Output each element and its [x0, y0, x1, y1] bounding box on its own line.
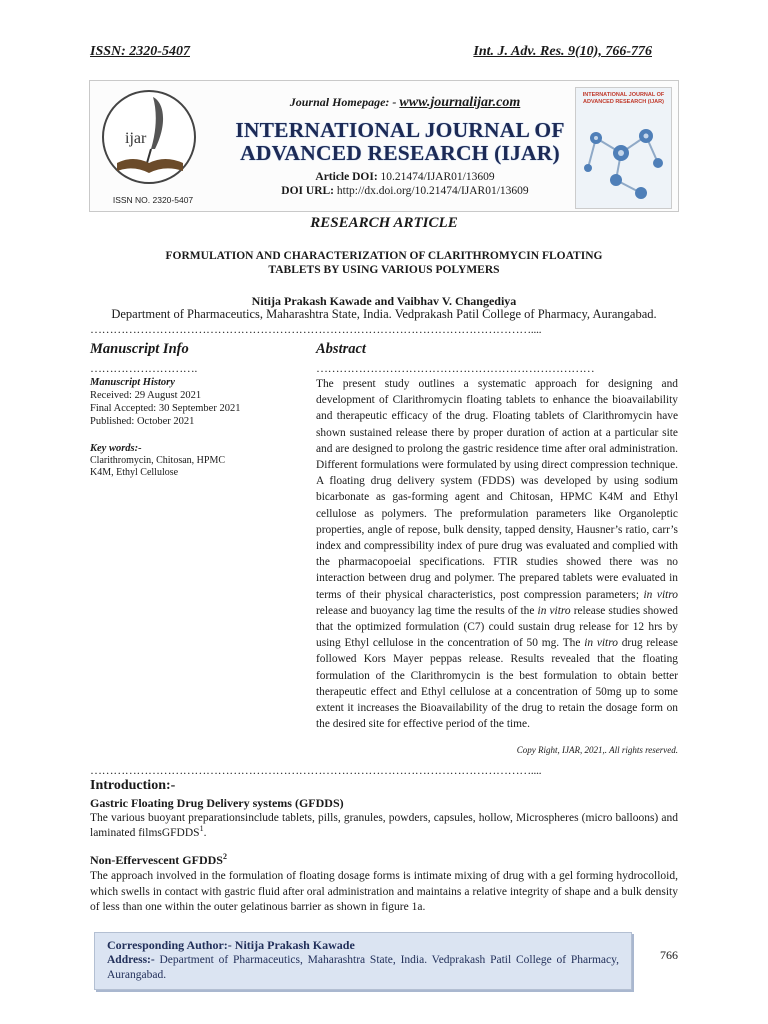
accepted-date: Final Accepted: 30 September 2021 — [90, 403, 241, 414]
homepage-link[interactable]: www.journalijar.com — [399, 95, 521, 110]
corresponding-author-box — [94, 932, 632, 990]
manuscript-history — [90, 376, 270, 428]
non-effervescent-paragraph: The approach involved in the formulation of floating dosage forms is intimate mixing of drug with a gel forming hydrocolloid, which swells in contact with gastric fluid after oral administration and maintains a relative integrity of shape and a bulk density of less than one within the outer gelatinous barrier as shown in figure 1a. — [90, 870, 678, 913]
keywords — [90, 443, 245, 479]
abstract-dots: ……………………………………………………………… — [316, 361, 595, 375]
journal-title-line2: ADVANCED RESEARCH (IJAR) — [240, 141, 560, 165]
abstract-heading: Abstract — [316, 341, 366, 357]
abstract-body: The present study outlines a systematic approach for designing and development of Clarithromycin floating tablets to enhance the bioavailability and therapeutic efficacy of the drug. Floating tablets of Clarithromycin have shown sustained release there by proper duration of action at a particular site and are designed to prolong the gastric residence time after oral administration. Different formulations were formulated by using direct compression technique. A floating drug delivery system (FDDS) was developed by using sodium bicarbonate as gas-forming agent and Chitosan, HPMC K4M and Ethyl cellulose as polymers. The preformulation parameters like Organoleptic properties, angle of repose, bulk density, tapped density, Hausner’s ratio, carr’s index and compressibility index of pure drug was evaluated and complied with the pharmacopoeial specifications. FTIR studies showed there was no interaction between drug and polymer. The prepared tablets were evaluated in terms of their physical characteristics, post compression parameters; in vitro release and buoyancy lag time the results of the in vitro release studies showed that the optimized formulation (C7) could sustain drug release for 12 hrs by using Ethyl cellulose in the concentration of 50 mg. The in vitro drug release followed Kors Mayer peppas release. Results revealed that the floating formulation of the Clarithromycin is the best formulation to obtain better therapeutic effect and Ethyl cellulose at a concentration of 50mg up to some extent it increases the Bioavailability of the drug to retain the dosage form on the desired site for effective period of the time. — [316, 378, 678, 731]
copyright-notice: Copy Right, IJAR, 2021,. All rights reserved. — [516, 745, 678, 755]
doi-value: 10.21474/IJAR01/13609 — [380, 171, 495, 183]
keywords-line1: Clarithromycin, Chitosan, HPMC — [90, 455, 225, 466]
journal-homepage — [220, 95, 590, 111]
journal-cover-image — [575, 87, 672, 209]
published-date: Published: October 2021 — [90, 416, 195, 427]
article-type: RESEARCH ARTICLE — [310, 215, 458, 231]
introduction-heading: Introduction:- — [90, 778, 176, 793]
doi-url-link[interactable]: http://dx.doi.org/10.21474/IJAR01/13609 — [336, 185, 529, 197]
non-effervescent-heading: Non-Effervescent GFDDS$^2$ — [90, 852, 227, 867]
logo-issn: ISSN NO. 2320-5407 — [112, 195, 194, 205]
gfdds-heading: Gastric Floating Drug Delivery systems (GFDDS) — [90, 796, 344, 810]
keywords-line2: K4M, Ethyl Cellulose — [90, 467, 179, 478]
quill-book-logo-icon — [95, 85, 207, 193]
gfdds-paragraph: The various buoyant preparationsinclude tablets, pills, granules, powders, capsules, hollow, Microspheres (micro balloons) and laminated filmsGFDDS$^1$. — [90, 812, 678, 839]
separator-rule-top: …………………………………………………………………………………………………….... — [90, 322, 542, 336]
keywords-heading: Key words:- — [90, 443, 142, 454]
affiliation: Department of Pharmaceutics, Maharashtra State, India. Vedprakash Patil College of Pharmacy, Aurangabad. — [111, 307, 657, 321]
homepage-label: Journal Homepage: - — [289, 95, 397, 109]
article-title — [120, 249, 648, 277]
authors: Nitija Prakash Kawade and Vaibhav V. Changediya — [251, 294, 517, 308]
cover-title: INTERNATIONAL JOURNAL OF ADVANCED RESEARCH (IJAR) — [582, 92, 665, 105]
molecule-illustration-icon — [576, 88, 671, 208]
journal-banner — [89, 80, 679, 212]
doi-url-label: DOI URL: — [281, 185, 335, 197]
running-header-citation: Int. J. Adv. Res. 9(10), 766-776 — [473, 44, 652, 59]
received-date: Received: 29 August 2021 — [90, 390, 202, 401]
journal-title — [210, 119, 590, 165]
separator-rule-bottom: …………………………………………………………………………………………………….... — [90, 763, 542, 777]
manuscript-history-heading: Manuscript History — [90, 377, 175, 388]
page-number: 766 — [660, 948, 678, 962]
manuscript-info-dots: ………………………. — [90, 361, 198, 375]
journal-logo — [95, 85, 207, 207]
doi-label: Article DOI: — [315, 171, 378, 183]
doi-block — [220, 170, 590, 198]
corresponding-address: Address:- Department of Pharmaceutics, Maharashtra State, India. Vedprakash Patil College of Pharmacy, Aurangabad. — [107, 954, 619, 981]
running-header-issn: ISSN: 2320-5407 — [90, 44, 190, 59]
article-title-line2: TABLETS BY USING VARIOUS POLYMERS — [268, 264, 500, 276]
article-title-line1: FORMULATION AND CHARACTERIZATION OF CLARITHROMYCIN FLOATING — [165, 250, 603, 262]
manuscript-info-heading: Manuscript Info — [90, 341, 189, 357]
corresponding-author: Corresponding Author:- Nitija Prakash Kawade — [107, 938, 355, 952]
journal-title-line1: INTERNATIONAL JOURNAL OF — [235, 118, 565, 142]
logo-text: ijar — [125, 130, 147, 147]
